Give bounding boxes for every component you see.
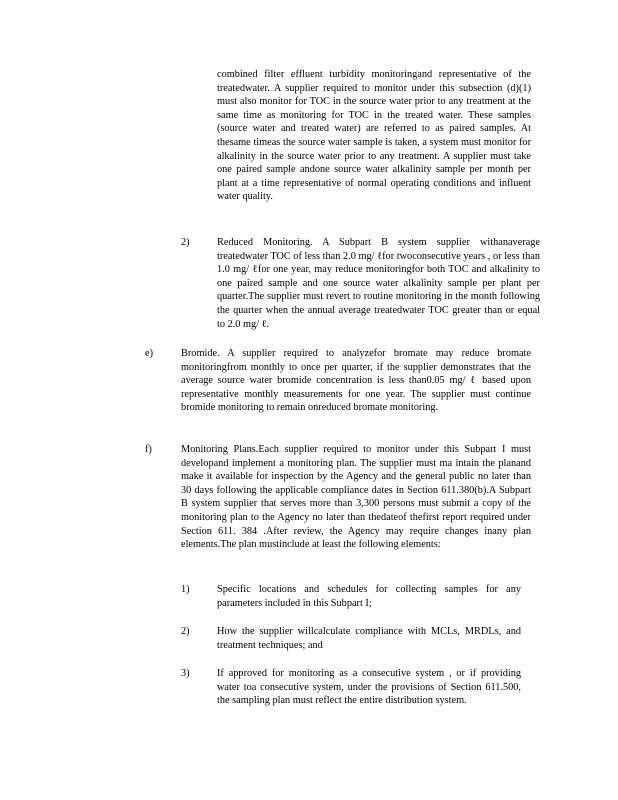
plan-item-label: 1): [181, 584, 190, 595]
plan-item-label: 2): [181, 626, 190, 637]
paragraph-monitoring-plans: Monitoring Plans.Each supplier required to monitor under this Subpart I must developand implement a monitoring plan. The supplier must ma intain the planand make it available for inspection by the Agency and the general public no later than 30 days following the applicable compliance dates in Section 611.380(b).A Subpart B system supplier that serves more than 3,300 persons must submit a copy of the monitoring plan to the Agency no later than thedateof thefirst report required under Section 611. 384 .After review, the Agency may require changes inany plan elements.The plan mustinclude at least the following elements:: [181, 444, 531, 551]
item-label-reduced: 2): [181, 237, 190, 248]
item-label-monitoring-plans: f): [145, 444, 152, 455]
plan-item-label: 3): [181, 668, 190, 679]
plan-item-text: How the supplier willcalculate compliance with MCLs, MRDLs, and treatment techniques; and: [217, 626, 521, 651]
paragraph-bromide: Bromide. A supplier required to analyzefor bromate may reduce bromate monitoringfrom monthly to once per quarter, if the supplier demonstrates that the average source water bromide concentration is less than0.05 mg/ ℓ based upon representative monthly measurements for one year. The supplier must continue bromide monitoring to remain onreduced bromate monitoring.: [181, 348, 531, 414]
paragraph-reduced-monitoring: Reduced Monitoring. A Subpart B system supplier withanaverage treatedwater TOC of less than 2.0 mg/ ℓfor twoconsecutive years , or less than 1.0 mg/ ℓfor one year, may reduce monitoringfor both TOC and alkalinity to one paired sample and one source water alkalinity sample per plant per quarter.The supplier must revert to routine monitoring in the month following the quarter when the annual average treatedwater TOC greater than or equal to 2.0 mg/ ℓ.: [217, 237, 540, 330]
plan-item-text: If approved for monitoring as a consecutive system , or if providing water toa consecutive system, under the provisions of Section 611.500, the sampling plan must reflect the entire distribution system.: [217, 668, 521, 707]
plan-item-text: Specific locations and schedules for collecting samples for any parameters included in this Subpart I;: [217, 584, 521, 609]
paragraph-continuation: combined filter effluent turbidity monitoringand representative of the treatedwater. A supplier required to monitor under this subsection (d)(1) must also monitor for TOC in the source water prior to any treatment at the same time as monitoring for TOC in the treated water. These samples (source water and treated water) are referred to as paired samples. At thesame timeas the source water sample is taken, a system must monitor for alkalinity in the source water prior to any treatment. A supplier must take one paired sample andone source water alkalinity sample per month per plant at a time representative of normal operating conditions and influent water quality.: [217, 69, 531, 203]
item-label-bromide: e): [145, 348, 153, 359]
